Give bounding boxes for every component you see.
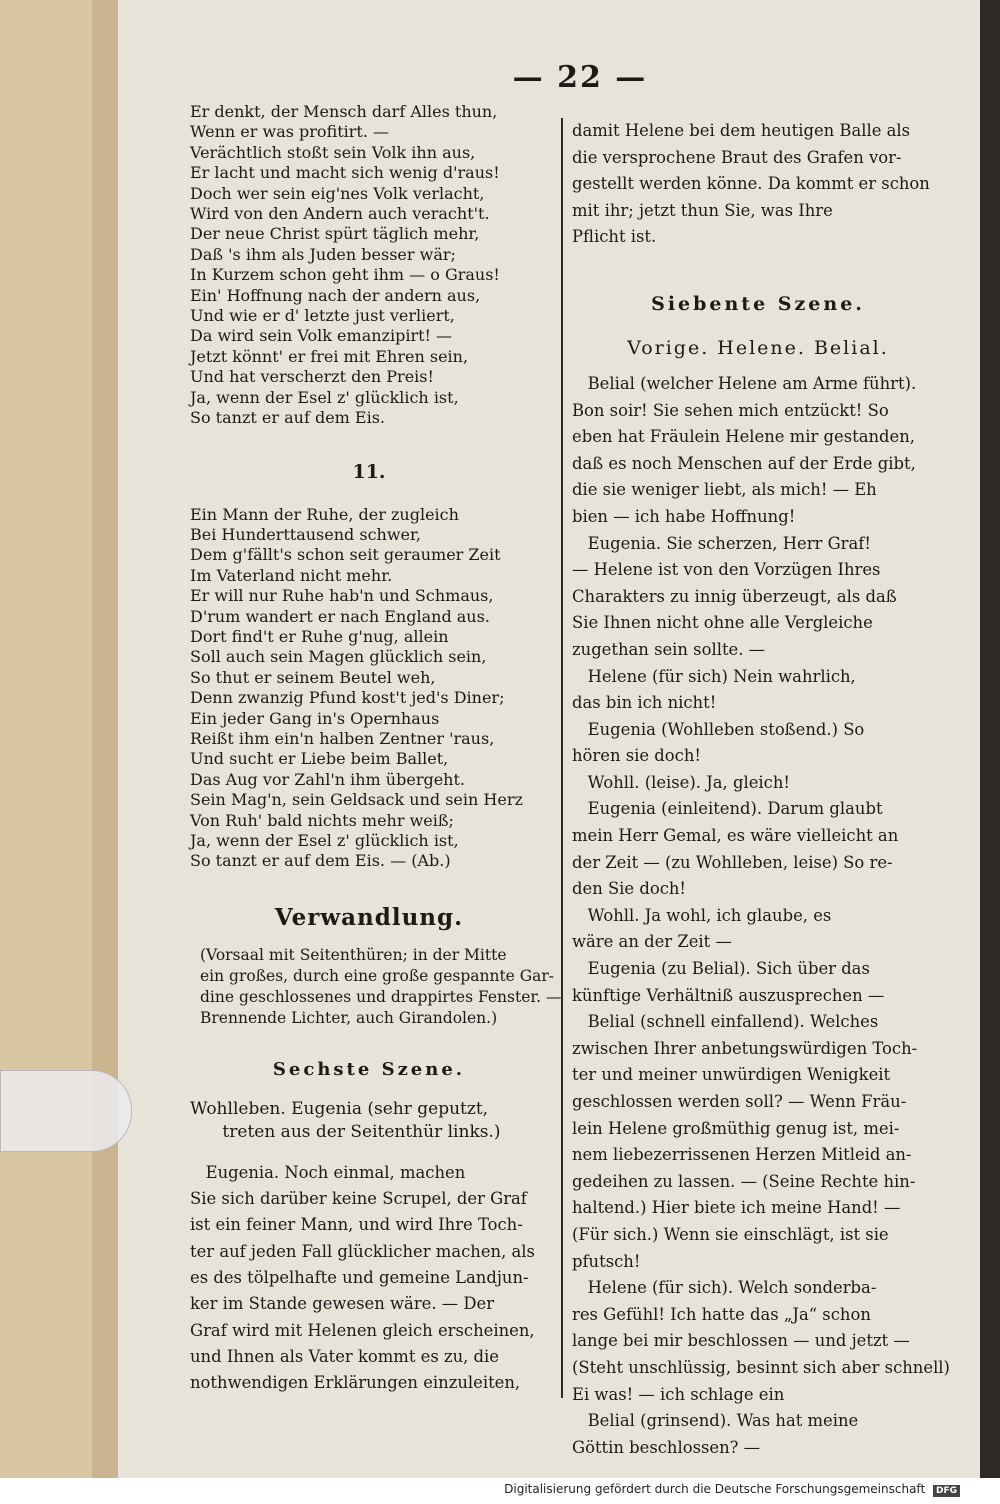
left-column [190,102,562,1396]
text-line: mit ihr; jetzt thun Sie, was Ihre [572,200,833,220]
page-holder-clip [0,1070,132,1152]
text-line: Bon soir! Sie sehen mich entzückt! So [572,400,889,420]
text-line: Belial (schnell einfallend). Welches [572,1012,879,1032]
text-line: das bin ich nicht! [572,693,717,713]
cast-line: treten aus der Seitenthür links.) [190,1121,501,1142]
text-line: Wohll. (leise). Ja, gleich! [572,772,790,792]
text-line: Sie sich darüber keine Scrupel, der Graf [190,1189,527,1209]
scene-title: Sechste Szene. [272,1058,466,1080]
cast-line: Wohlleben. Eugenia (sehr geputzt, [190,1098,489,1119]
text-line: und Ihnen als Vater kommt es zu, die [190,1346,499,1366]
section-heading: Verwandlung. [274,903,464,931]
text-line: pfutsch! [572,1251,641,1271]
text-line: (Für sich.) Wenn sie einschlägt, ist sie [572,1224,889,1244]
verse-stanza-10 [190,102,548,429]
text-line: zwischen Ihrer anbetungswürdigen Toch- [572,1038,918,1058]
verse-line: Er denkt, der Mensch darf Alles thun, [190,102,498,121]
text-line: nem liebezerrissenen Herzen Mitleid an- [572,1145,912,1165]
verse-stanza-11 [190,505,548,872]
verse-line: Er will nur Ruhe hab'n und Schmaus, [190,586,494,606]
text-line: ist ein feiner Mann, und wird Ihre Toch- [190,1215,523,1235]
verse-line: Er lacht und macht sich wenig d'raus! [190,163,500,183]
text-line: — Helene ist von den Vorzügen Ihres [572,560,881,580]
stage-direction-line: Brennende Lichter, auch Girandolen.) [200,1008,498,1027]
footer [504,1482,960,1497]
verse-line: Daß 's ihm als Juden besser wär; [190,244,456,264]
verse-line: Ein Mann der Ruhe, der zugleich [190,504,459,524]
text-line: Helene (für sich) Nein wahrlich, [572,666,856,686]
dialogue-continuation [572,118,944,251]
text-line: Göttin beschlossen? — [572,1437,761,1457]
verse-line: Denn zwanzig Pfund kost't jed's Diner; [190,688,505,708]
text-line: Charakters zu innig überzeugt, als daß [572,586,897,606]
text-line: Sie Ihnen nicht ohne alle Vergleiche [572,613,873,633]
footer-text: Digitalisierung gefördert durch die Deutsche Forschungsgemeinschaft [504,1482,926,1496]
stage-direction-line: dine geschlossenes und drappirtes Fenster. — [200,987,562,1006]
text-line: geschlossen werden soll? — Wenn Fräu- [572,1092,907,1111]
verse-line: Wenn er was profitirt. — [190,122,390,142]
verse-line: Bei Hunderttausend schwer, [190,524,421,544]
text-line: zugethan sein sollte. — [572,639,766,659]
verse-line: Dem g'fällt's schon seit geraumer Zeit [190,545,501,565]
text-line: Belial (grinsend). Was hat meine [572,1411,859,1431]
verse-line: Dort find't er Ruhe g'nug, allein [190,626,449,646]
verse-line: Ja, wenn der Esel z' glücklich ist, [190,387,459,407]
verse-line: Und sucht er Liebe beim Ballet, [190,749,449,769]
text-line: (Steht unschlüssig, besinnt sich aber schnell) [572,1357,950,1377]
text-line: mein Herr Gemal, es wäre vielleicht an [572,826,899,846]
stage-direction-line: (Vorsaal mit Seitenthüren; in der Mitte [200,945,507,964]
text-line: Helene (für sich). Welch sonderba- [572,1278,877,1298]
scene-title-right: Siebente Szene. [651,292,865,315]
text-line: wäre an der Zeit — [572,932,732,952]
text-line: Eugenia (zu Belial). Sich über das [572,959,870,979]
text-line: den Sie doch! [572,879,687,899]
text-line: Pflicht ist. [572,227,657,247]
verse-line: So tanzt er auf dem Eis. — (Ab.) [190,851,451,871]
scene-cast-right: Vorige. Helene. Belial. [627,336,889,359]
verse-line: Jetzt könnt' er frei mit Ehren sein, [190,346,469,366]
verse-line: Reißt ihm ein'n halben Zentner 'raus, [190,728,495,748]
text-line: Eugenia (Wohlleben stoßend.) So [572,719,865,739]
text-line: ter und meiner unwürdigen Wenigkeit [572,1065,891,1085]
dialogue-text [190,1160,548,1397]
verse-line: Soll auch sein Magen glücklich sein, [190,647,487,667]
text-line: gestellt werden könne. Da kommt er schon [572,174,930,194]
column-divider [561,118,563,1398]
text-line: Belial (welcher Helene am Arme führt). [572,373,917,393]
right-column [572,118,950,1461]
text-line: der Zeit — (zu Wohlleben, leise) So re- [572,852,893,872]
verse-line: Das Aug vor Zahl'n ihm übergeht. [190,769,465,789]
verse-line: In Kurzem schon geht ihm — o Graus! [190,265,500,285]
text-line: haltend.) Hier biete ich meine Hand! — [572,1198,901,1218]
text-line: hören sie doch! [572,746,701,766]
text-line: lange bei mir beschlossen — und jetzt — [572,1331,910,1351]
dfg-logo: DFG [933,1485,960,1497]
dialogue-text-right [572,371,950,1461]
text-line: gedeihen zu lassen. — (Seine Rechte hin- [572,1171,916,1191]
text-line: die versprochene Braut des Grafen vor- [572,147,902,167]
text-line: lein Helene großmüthig genug ist, mei- [572,1118,900,1138]
text-line: nothwendigen Erklärungen einzuleiten, [190,1373,521,1393]
verse-line: Und wie er d' letzte just verliert, [190,306,455,326]
text-line: es des tölpelhafte und gemeine Landjun- [190,1268,529,1287]
stage-direction-line: ein großes, durch eine große gespannte Gar- [200,966,555,985]
verse-line: Von Ruh' bald nichts mehr weiß; [190,810,454,830]
verse-line: So thut er seinem Beutel weh, [190,667,436,687]
verse-line: Ein jeder Gang in's Opernhaus [190,708,440,728]
text-line: Ei was! — ich schlage ein [572,1384,785,1404]
text-line: Eugenia (einleitend). Darum glaubt [572,799,883,819]
verse-line: Und hat verscherzt den Preis! [190,367,434,387]
text-line: Graf wird mit Helenen gleich erscheinen, [190,1320,535,1340]
verse-line: Da wird sein Volk emanzipirt! — [190,326,453,346]
verse-line: So tanzt er auf dem Eis. [190,408,386,428]
verse-line: Sein Mag'n, sein Geldsack und sein Herz [190,790,523,810]
stage-direction [190,945,562,1029]
page-number: — 22 — [512,60,648,95]
text-line: bien — ich habe Hoffnung! [572,506,796,526]
verse-line: Ein' Hoffnung nach der andern aus, [190,285,481,305]
text-line: res Gefühl! Ich hatte das „Ja“ schon [572,1304,871,1324]
text-line: damit Helene bei dem heutigen Balle als [572,121,911,140]
verse-line: Ja, wenn der Esel z' glücklich ist, [190,831,459,850]
text-line: eben hat Fräulein Helene mir gestanden, [572,427,915,447]
scene-cast [190,1098,548,1144]
text-line: künftige Verhältniß auszusprechen — [572,985,885,1005]
stanza-number: 11. [352,460,386,483]
text-line: Wohll. Ja wohl, ich glaube, es [572,905,832,925]
text-line: Eugenia. Sie scherzen, Herr Graf! [572,533,871,553]
verse-line: Doch wer sein eig'nes Volk verlacht, [190,183,485,203]
text-line: Eugenia. Noch einmal, machen [190,1162,466,1182]
text-line: ter auf jeden Fall glücklicher machen, als [190,1241,535,1261]
text-line: daß es noch Menschen auf der Erde gibt, [572,453,916,473]
verse-line: D'rum wandert er nach England aus. [190,606,490,626]
page-gutter-shadow [980,0,1000,1478]
verse-line: Der neue Christ spürt täglich mehr, [190,224,480,244]
text-line: die sie weniger liebt, als mich! — Eh [572,480,877,500]
text-line: ker im Stande gewesen wäre. — Der [190,1294,495,1314]
verse-line: Verächtlich stoßt sein Volk ihn aus, [190,142,476,162]
verse-line: Im Vaterland nicht mehr. [190,565,393,585]
verse-line: Wird von den Andern auch veracht't. [190,204,490,224]
